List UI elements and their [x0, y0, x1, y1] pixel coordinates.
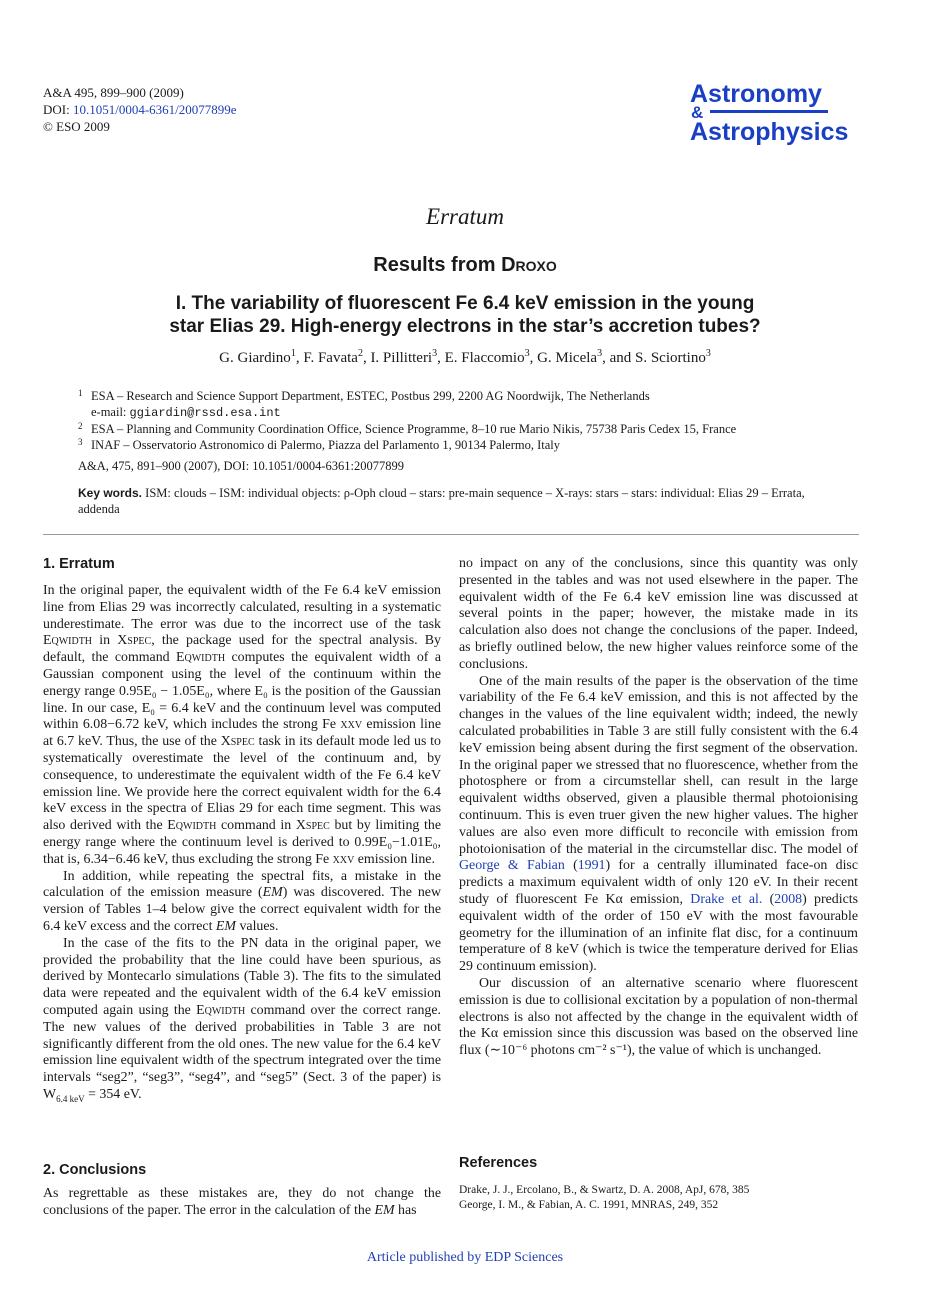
- affiliation-number: 3: [78, 437, 83, 447]
- logo-line-astrophysics: Astrophysics: [690, 118, 849, 146]
- reference-list: [459, 1183, 749, 1212]
- paragraph: In addition, while repeating the spectral fits, a mistake in the calculation of the emission measure (EM) was discovered. The new version of Tables 1–4 below give the correct equivalent width for the 6.4 keV excess and the correct EM values.: [43, 868, 442, 934]
- doi-link[interactable]: 10.1051/0004-6361/20077899e: [72, 102, 237, 117]
- reference-item: Drake, J. J., Ercolano, B., & Swartz, D. A. 2008, ApJ, 678, 385: [459, 1184, 750, 1196]
- left-column-text: [43, 583, 441, 1107]
- citation-year-link[interactable]: 2008: [774, 891, 803, 907]
- logo-rule: [710, 110, 828, 113]
- right-column-text: [459, 556, 858, 1060]
- logo-line-astronomy: Astronomy: [690, 80, 822, 108]
- author-affiliation-mark: 3: [597, 348, 603, 359]
- citation-link[interactable]: Drake et al.: [690, 891, 763, 907]
- paragraph: In the case of the fits to the PN data in the original paper, we provided the probability that the line could have been spurious, as derived by Montecarlo simulations (Table 3). The fits to the simulated data were repeated and the equivalent width of the 6.4 keV emission computed again using the Eqwidth command over the correct range. The new values of the derived probabilities in Table 3 are not significantly different from the old ones. The new value for the 6.4 keV emission line equivalent width of the spectrum integrated over the time intervals “seg2”, “seg3”, “seg4”, and “seg5” (Sect. 3 of the paper) is $W_{6.4 keV} = 354$ eV.: [43, 935, 441, 1104]
- copyright: © ESO 2009: [43, 119, 110, 134]
- erratum-label: Erratum: [426, 204, 504, 229]
- author-affiliation-mark: 1: [290, 348, 296, 359]
- affiliation-2: 2 ESA – Planning and Community Coordination Office, Science Programme, 8–10 rue Mario Nikis, 75738 Paris Cedex 15, France: [78, 421, 858, 437]
- doi-label: DOI:: [43, 102, 73, 117]
- keywords-text: ISM: clouds – ISM: individual objects: ρ-Oph cloud – stars: pre-main sequence – X-rays: stars – stars: individual: Elias 29 – Errata, addenda: [78, 486, 805, 516]
- page-title: [0, 254, 930, 277]
- paragraph: As regrettable as these mistakes are, they do not change the conclusions of the paper. The error in the calculation of the EM has: [43, 1186, 441, 1218]
- author-affiliation-mark: 3: [705, 348, 711, 359]
- divider: [43, 534, 859, 535]
- reference-item: George, I. M., & Fabian, A. C. 1991, MNRAS, 249, 352: [459, 1198, 719, 1211]
- publisher-footer[interactable]: Article published by EDP Sciences: [366, 1250, 564, 1265]
- author-affiliation-mark: 3: [524, 348, 530, 359]
- author-name: F. Favata: [303, 350, 358, 366]
- author-affiliation-mark: 2: [357, 348, 363, 359]
- author-name: S. Sciortino: [635, 350, 706, 366]
- paragraph: In the original paper, the equivalent width of the Fe 6.4 keV emission line from Elias 29 was incorrectly calculated, resulting in a systematic underestimate. The error was due to the incorrect use of the task Eqwidth in Xspec, the package used for the spectral analysis. By default, the command Eqwidth computes the equivalent width of a Gaussian component using the level of the continuum within the energy range 0.95E₀ − 1.05E₀, where E₀ is the position of the Gaussian line. In our case, E₀ = 6.4 keV and the continuum level was computed within 6.08−6.72 keV, which includes the strong Fe xxv emission line at 6.7 keV. Thus, the use of the Xspec task in its default mode led us to systematically overestimate the level of the continuum and, by consequence, to underestimate the equivalent width of the Fe 6.4 keV emission line. We provide here the correct equivalent width for the 6.4 keV excess in the spectra of Elias 29 for each time segment. This was also derived with the Eqwidth command in Xspec but by limiting the energy range where the continuum level is derived to 0.99E₀−1.01E₀, that is, 6.34−6.46 keV, thus excluding the strong Fe xxv emission line.: [43, 583, 441, 867]
- journal-citation: A&A 495, 899–900 (2009): [43, 85, 184, 100]
- references-heading: References: [459, 1155, 538, 1171]
- left-column-conclusions: [43, 1186, 441, 1220]
- title-prefix: Results from: [373, 254, 502, 276]
- title-name: Droxo: [501, 254, 557, 276]
- affiliation-number: 1: [78, 388, 83, 398]
- keywords: [78, 485, 838, 517]
- affiliation-1: 1 ESA – Research and Science Support Department, ESTEC, Postbus 299, 2200 AG Noordwijk, The Netherlands: [78, 388, 858, 404]
- journal-header: [43, 84, 237, 135]
- subtitle-line-1: I. The variability of fluorescent Fe 6.4 keV emission in the young: [175, 293, 755, 314]
- section-erratum-heading: 1. Erratum: [43, 556, 115, 572]
- email-address[interactable]: ggiardin@rssd.esa.int: [129, 406, 281, 420]
- author-affiliation-mark: 3: [432, 348, 438, 359]
- author-name: G. Micela: [537, 350, 598, 366]
- original-reference: A&A, 475, 891–900 (2007), DOI: 10.1051/0004-6361:20077899: [78, 459, 405, 473]
- doi-line: [43, 101, 237, 118]
- author-name: G. Giardino: [219, 350, 291, 366]
- paragraph: One of the main results of the paper is the observation of the time variability of the Fe 6.4 keV emission, and this is not affected by the changes in the values of the line equivalent width; indeed, the newly calculated probabilities in Table 3 are still fully consistent with the 6.4 keV emission being absent during the first segment of the observation. In the original paper we stressed that no fluorescence, whether from the photosphere or from a circumstellar shell, can result in the large equivalent widths observed, given a plausible thermal photoionising continuum. This is even truer given the new higher values. The higher values are also even more difficult to reconcile with emission from photoionisation of the material in the circumstellar disc. The model of George & Fabian (1991) for a centrally illuminated face-on disc predicts a maximum equivalent width of only 120 eV. In their recent study of fluorescent Fe Kα emission, Drake et al. (2008) predicts equivalent width of the order of 150 eV with the most favourable geometry for the illumination of an infinite flat disc, for a continuum temperature of 8 keV (which is twice the temperature derived for Elias 29 continuum emission).: [459, 673, 858, 975]
- affiliation-number: 2: [78, 421, 83, 431]
- paragraph: no impact on any of the conclusions, since this quantity was only presented in the tables and was not used elsewhere in the paper. The equivalent width of the Fe 6.4 keV emission line was discussed at several points in the paper; however, the mistake made in its calculation also does not change the conclusions of the paper. Indeed, as briefly outlined below, the new higher values reinforce some of the conclusions.: [459, 556, 858, 672]
- author-name: E. Flaccomio: [444, 350, 525, 366]
- logo-ampersand: &: [691, 103, 704, 122]
- author-list: G. Giardino$^1$, F. Favata$^2$, I. Pillitteri$^3$, E. Flaccomio$^3$, G. Micela$^3$, and S. Sciortino$^3$: [219, 348, 711, 366]
- subtitle-line-2: star Elias 29. High-energy electrons in the star’s accretion tubes?: [169, 316, 761, 337]
- affiliation-3: 3 INAF – Osservatorio Astronomico di Palermo, Piazza del Parlamento 1, 90134 Palermo, Italy: [78, 437, 858, 453]
- subtitle: [0, 292, 930, 338]
- citation-year-link[interactable]: 1991: [577, 858, 606, 874]
- author-name: I. Pillitteri: [370, 350, 433, 366]
- paragraph: Our discussion of an alternative scenario where fluorescent emission is due to collisional excitation by a population of non-thermal electrons is also not affected by the change in the equivalent width of the Kα emission since this discussion was based on the observed line flux (∼10⁻⁶ photons cm⁻² s⁻¹), the value of which is unchanged.: [459, 975, 858, 1059]
- section-conclusions-heading: 2. Conclusions: [43, 1162, 147, 1178]
- affiliation-email: e-mail: ggiardin@rssd.esa.int: [91, 405, 281, 420]
- keywords-label: Key words.: [78, 486, 143, 500]
- citation-link[interactable]: George & Fabian: [459, 858, 565, 874]
- journal-logo: [690, 80, 860, 146]
- affiliations: [78, 388, 858, 453]
